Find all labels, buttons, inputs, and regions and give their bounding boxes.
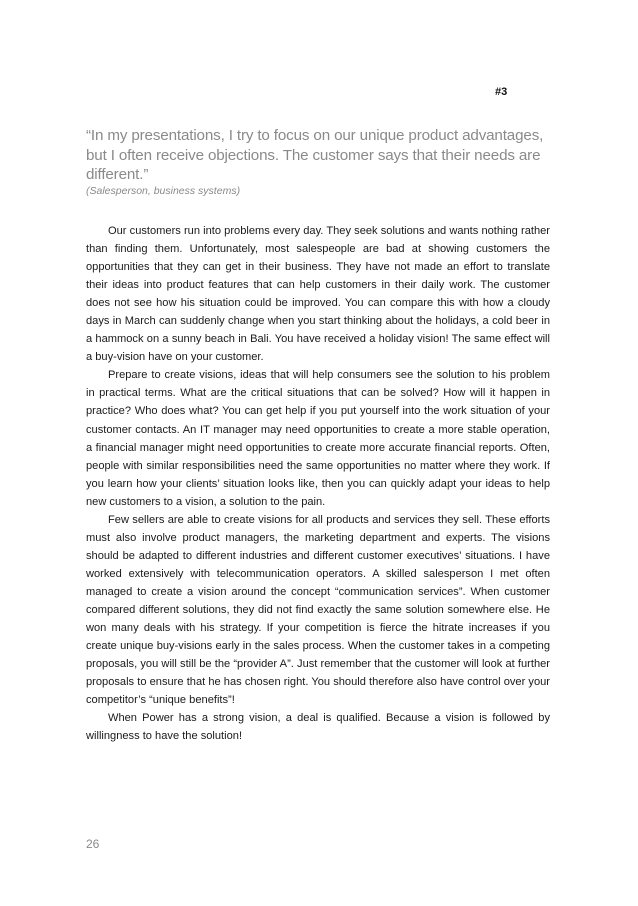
- quote-attribution: (Salesperson, business systems): [86, 185, 241, 197]
- chapter-number: #3: [495, 86, 508, 98]
- paragraph: Prepare to create visions, ideas that will help consumers see the solution to his problem in practical terms. What are the critical situations that can be solved? How will it happen in practice? Who does what? You can get help if you put yourself into the work situation of your customer contacts. An IT manager may need opportunities to create a more stable operation, a financial manager might need opportunities to create more accurate financial reports. Often, people with similar responsibilities need the same opportunities no matter where they work. If you learn how your clients’ situation looks like, then you can quickly adapt your ideas to help new customers to a vision, a solution to the pain.: [86, 369, 550, 508]
- paragraph: Few sellers are able to create visions for all products and services they sell. These efforts must also involve product managers, the marketing department and experts. The visions should be adapted to different industries and different customer executives’ situations. I have worked extensively with telecommunication operators. A skilled salesperson I met often managed to create a vision around the concept “communication services”. When customer compared different solutions, they did not find exactly the same solution somewhere else. He won many deals with his strategy. If your competition is fierce the hitrate increases if you create unique buy-visions early in the sales process. When the customer takes in a competing proposals, you will still be the “provider A”. Just remember that the customer will look at further proposals to ensure that he has chosen right. You should therefore also have control over your competitor’s “unique benefits”!: [86, 513, 550, 707]
- body-text: [86, 222, 550, 745]
- paragraph: Our customers run into problems every day. They seek solutions and wants nothing rather than finding them. Unfortunately, most salespeople are bad at showing customers the opportunities that they can get in their business. They have not made an effort to translate their ideas into product features that can help customers in their daily work. The customer does not see how his situation could be improved. You can compare this with how a cloudy days in March can suddenly change when you start thinking about the holidays, a cold beer in a hammock on a sunny beach in Bali. You have received a holiday vision! The same effect will a buy-vision have on your customer.: [86, 225, 550, 364]
- pull-quote: “In my presentations, I try to focus on our unique product advantages, but I often receive objections. The customer says that their needs are different.”: [86, 127, 544, 183]
- paragraph: When Power has a strong vision, a deal is qualified. Because a vision is followed by willingness to have the solution!: [86, 712, 550, 743]
- page-number: 26: [86, 837, 100, 851]
